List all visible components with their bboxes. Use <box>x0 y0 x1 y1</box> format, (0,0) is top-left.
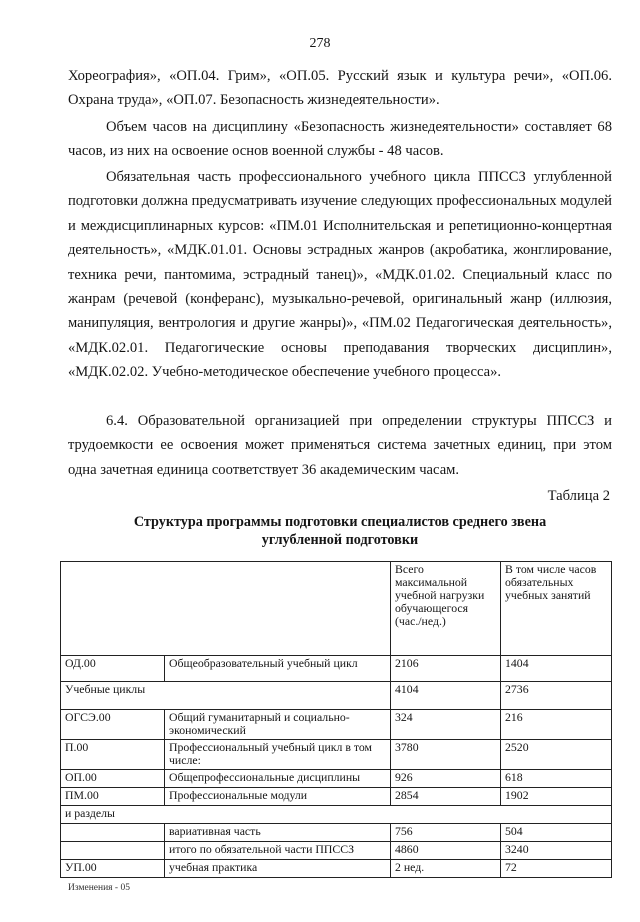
row-name: итого по обязательной части ППССЗ <box>165 842 391 860</box>
row-required: 1404 <box>501 656 612 682</box>
table-row <box>61 806 612 824</box>
header-total-load: Всего максимальной учебной нагрузки обучающегося (час./нед.) <box>391 562 501 656</box>
row-label: и разделы <box>61 806 612 824</box>
row-total: 2106 <box>391 656 501 682</box>
row-total: 756 <box>391 824 501 842</box>
table-row <box>61 656 612 682</box>
row-total: 2854 <box>391 788 501 806</box>
row-total: 4104 <box>391 682 501 710</box>
row-total: 3780 <box>391 740 501 770</box>
row-required: 216 <box>501 710 612 740</box>
row-code <box>61 842 165 860</box>
header-required-hours: В том числе часов обязательных учебных занятий <box>501 562 612 656</box>
row-code <box>61 824 165 842</box>
row-required: 618 <box>501 770 612 788</box>
row-required: 72 <box>501 860 612 878</box>
header-empty-cell <box>61 562 391 656</box>
paragraph-3: Обязательная часть профессионального учебного цикла ППССЗ углубленной подготовки должна предусматривать изучение следующих профессиональных модулей и междисциплинарных курсов: «ПМ.01 Исполнительская и репетиционно-концертная деятельность», «МДК.01.01. Основы эстрадных жанров (акробатика, жонглирование, техника речи, пантомима, эстрадный танец)», «МДК.01.02. Специальный класс по жанрам (речевой (конферанс), музыкально-речевой, оригинальный жанр (иллюзия, манипуляция, вентрология и другие жанры)», «ПМ.02 Педагогическая деятельность», «МДК.02.01. Педагогические основы преподавания творческих дисциплин», «МДК.02.02. Учебно-методическое обеспечение учебного процесса». <box>68 169 612 381</box>
table-row <box>61 788 612 806</box>
row-total: 4860 <box>391 842 501 860</box>
row-code: ОД.00 <box>61 656 165 682</box>
table-row <box>61 770 612 788</box>
table-row <box>61 740 612 770</box>
table-row <box>61 824 612 842</box>
row-total: 324 <box>391 710 501 740</box>
row-required: 3240 <box>501 842 612 860</box>
row-name: Профессиональный учебный цикл в том числе: <box>165 740 391 770</box>
table-label: Таблица 2 <box>547 488 610 504</box>
table-row <box>61 710 612 740</box>
row-name: учебная практика <box>165 860 391 878</box>
row-total: 926 <box>391 770 501 788</box>
row-total: 2 нед. <box>391 860 501 878</box>
row-required: 1902 <box>501 788 612 806</box>
table-title <box>60 513 620 549</box>
row-required: 2520 <box>501 740 612 770</box>
row-name: Общеобразовательный учебный цикл <box>165 656 391 682</box>
table-header-row <box>61 562 612 656</box>
row-required: 2736 <box>501 682 612 710</box>
table-row <box>61 860 612 878</box>
structure-table <box>60 561 612 878</box>
paragraph-4: 6.4. Образовательной организацией при определении структуры ППССЗ и трудоемкости ее освоения может применяться система зачетных единиц, при этом одна зачетная единица соответствует 36 академическим часам. <box>68 413 612 478</box>
row-required: 504 <box>501 824 612 842</box>
table-title-line-1: Структура программы подготовки специалистов среднего звена <box>133 514 547 530</box>
row-name: Профессиональные модули <box>165 788 391 806</box>
paragraph-1: Хореография», «ОП.04. Грим», «ОП.05. Русский язык и культура речи», «ОП.06. Охрана труда», «ОП.07. Безопасность жизнедеятельности». <box>68 68 612 109</box>
row-code: УП.00 <box>61 860 165 878</box>
table-row <box>61 682 612 710</box>
row-code: ПМ.00 <box>61 788 165 806</box>
row-code: ОГСЭ.00 <box>61 710 165 740</box>
row-label: Учебные циклы <box>61 682 391 710</box>
paragraph-2: Объем часов на дисциплину «Безопасность жизнедеятельности» составляет 68 часов, из них на освоение основ военной службы - 48 часов. <box>68 119 612 160</box>
footer-revision: Изменения - 05 <box>68 883 130 893</box>
row-name: вариативная часть <box>165 824 391 842</box>
row-name: Общий гуманитарный и социально-экономический <box>165 710 391 740</box>
table-title-line-2: углубленной подготовки <box>261 532 419 548</box>
page-number: 278 <box>309 36 331 51</box>
row-code: ОП.00 <box>61 770 165 788</box>
table-row <box>61 842 612 860</box>
row-code: П.00 <box>61 740 165 770</box>
row-name: Общепрофессиональные дисциплины <box>165 770 391 788</box>
